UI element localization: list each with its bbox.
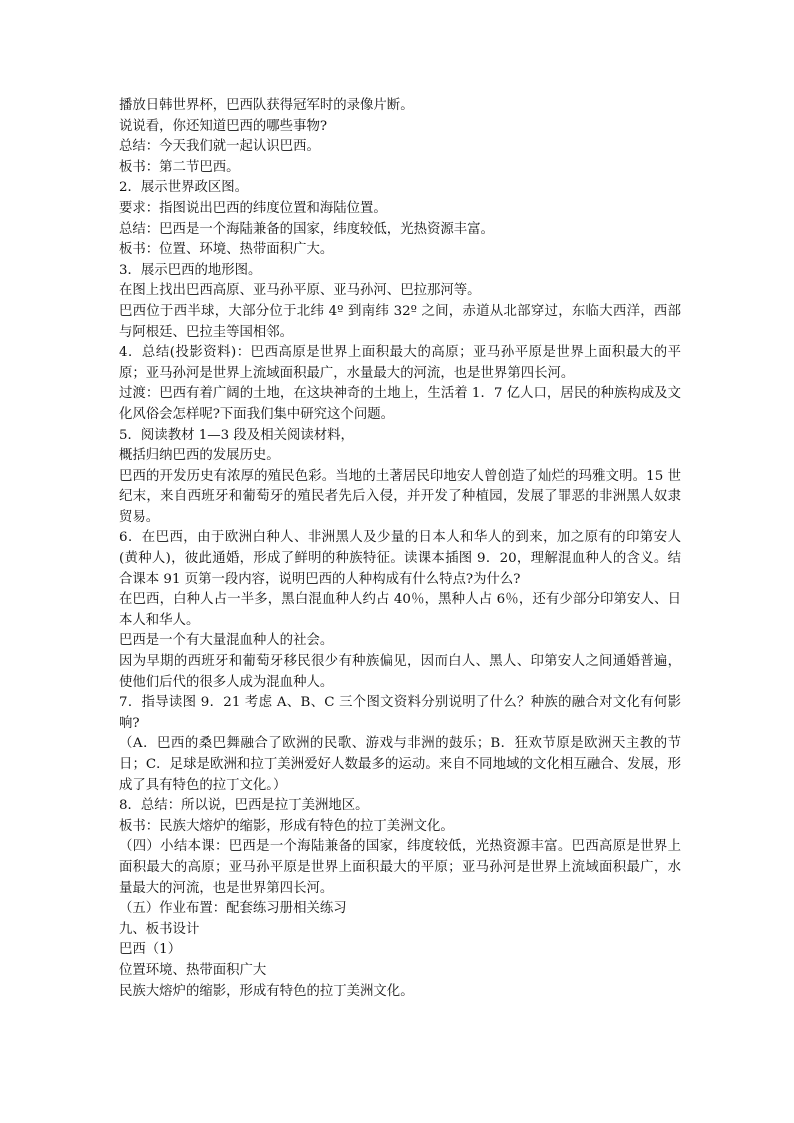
- paragraph: 板书：位置、环境、热带面积广大。: [119, 242, 334, 258]
- paragraph: 巴西位于西半球，大部分位于北纬 4º 到南纬 32º 之间，赤道从北部穿过，东临大西洋，西部与阿根廷、巴拉圭等国相邻。: [119, 303, 681, 340]
- paragraph: 总结：巴西是一个海陆兼备的国家，纬度较低，光热资源丰富。: [119, 221, 494, 237]
- paragraph: 6．在巴西，由于欧洲白种人、非洲黑人及少量的日本人和华人的到来，加之原有的印第安人(黄种人)，彼此通婚，形成了鲜明的种族特征。读课本插图 9．20，理解混血种人的含义。结合课本 91 页第一段内容，说明巴西的人种构成有什么特点?为什么?: [119, 530, 681, 587]
- document-page: [119, 96, 681, 1002]
- section-heading: 九、板书设计: [119, 921, 200, 937]
- paragraph: 4．总结(投影资料)：巴西高原是世界上面积最大的高原；亚马孙平原是世界上面积最大的平原；亚马孙河是世界上流域面积最广，水量最大的河流，也是世界第四长河。: [119, 345, 681, 381]
- paragraph: 播放日韩世界杯，巴西队获得冠军时的录像片断。: [119, 98, 414, 113]
- paragraph: 过渡：巴西有着广阔的土地，在这块神奇的土地上，生活着 1．7 亿人口，居民的种族构成及文化风俗会怎样呢?下面我们集中研究这个问题。: [119, 386, 681, 422]
- paragraph: 因为早期的西班牙和葡萄牙移民很少有种族偏见，因而白人、黑人、印第安人之间通婚普遍，使他们后代的很多人成为混血种人。: [119, 654, 681, 690]
- paragraph: 巴西的开发历史有浓厚的殖民色彩。当地的土著居民印地安人曾创造了灿烂的玛雅文明。15 世纪末，来自西班牙和葡萄牙的殖民者先后入侵，并开发了种植园，发展了罪恶的非洲黑人奴隶贸易。: [119, 468, 681, 525]
- paragraph: （四）小结本课：巴西是一个海陆兼备的国家，纬度较低，光热资源丰富。巴西高原是世界上面积最大的高原；亚马孙平原是世界上面积最大的平原；亚马孙河是世界上流域面积最广，水量最大的河流，也是世界第四长河。: [119, 839, 681, 896]
- paragraph: 8．总结：所以说，巴西是拉丁美洲地区。: [119, 798, 369, 814]
- paragraph: 要求：指图说出巴西的纬度位置和海陆位置。: [119, 200, 387, 216]
- paragraph: 5．阅读教材 1—3 段及相关阅读材料，: [119, 427, 354, 443]
- paragraph: 7．指导读图 9．21 考虑 A、B、C 三个图文资料分别说明了什么？种族的融合对文化有何影响?: [119, 695, 681, 731]
- paragraph: 巴西是一个有大量混血种人的社会。: [119, 633, 334, 649]
- paragraph: 在图上找出巴西高原、亚马孙平原、亚马孙河、巴拉那河等。: [119, 283, 481, 299]
- paragraph: 概括归纳巴西的发展历史。: [119, 448, 280, 464]
- paragraph: （五）作业布置：配套练习册相关练习: [119, 901, 347, 917]
- paragraph: 位置环境、热带面积广大: [119, 962, 267, 978]
- paragraph: （A．巴西的桑巴舞融合了欧洲的民歌、游戏与非洲的鼓乐；B．狂欢节原是欧洲天主教的节日；C．足球是欧洲和拉丁美洲爱好人数最多的运动。来自不同地域的文化相互融合、发展，形成了具有特色的拉丁文化。）: [119, 736, 681, 793]
- paragraph: 2．展示世界政区图。: [119, 180, 249, 196]
- paragraph: 板书：民族大熔炉的缩影，形成有特色的拉丁美洲文化。: [119, 818, 454, 834]
- paragraph: 板书：第二节巴西。: [119, 159, 240, 175]
- paragraph: 在巴西，白种人占一半多，黑白混血种人约占 40％，黑种人占 6％，还有少部分印第安人、日本人和华人。: [119, 592, 681, 628]
- paragraph: 总结：今天我们就一起认识巴西。: [119, 139, 320, 155]
- paragraph: 巴西（1）: [119, 942, 182, 958]
- paragraph: 说说看，你还知道巴西的哪些事物?: [119, 118, 328, 134]
- paragraph: 民族大熔炉的缩影，形成有特色的拉丁美洲文化。: [119, 983, 414, 999]
- paragraph: 3．展示巴西的地形图。: [119, 262, 262, 278]
